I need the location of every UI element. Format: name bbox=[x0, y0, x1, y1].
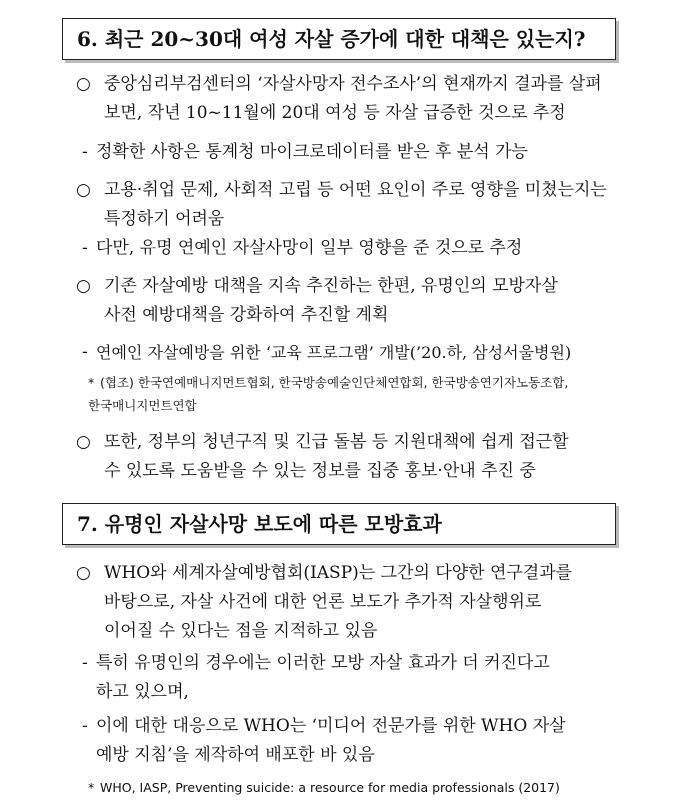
paragraph-line: 이에 대한 대응으로 WHO는 ‘미디어 전문가를 위한 WHO 자살 bbox=[96, 716, 566, 736]
bullet-marker: ○ bbox=[76, 563, 91, 583]
paragraph-line: 하고 있으며, bbox=[96, 682, 189, 702]
paragraph-line: 중앙심리부검센터의 ‘자살사망자 전수조사’의 현재까지 결과를 살펴 bbox=[104, 74, 602, 94]
dash-marker: - bbox=[82, 342, 88, 362]
dash-marker: - bbox=[82, 653, 88, 673]
paragraph-line: WHO와 세계자살예방협회(IASP)는 그간의 다양한 연구결과를 bbox=[104, 563, 573, 583]
note-line: (협조) 한국연예매니지먼트협회, 한국방송예술인단체연합회, 한국방송연기자노동조합, bbox=[100, 375, 569, 390]
bullet-marker: ○ bbox=[76, 74, 91, 94]
paragraph-line: 정확한 사항은 통계청 마이크로데이터를 받은 후 분석 가능 bbox=[96, 142, 528, 162]
paragraph-line: 다만, 유명 연예인 자살사망이 일부 영향을 준 것으로 추정 bbox=[96, 238, 523, 258]
paragraph-line: 기존 자살예방 대책을 지속 추진하는 한편, 유명인의 모방자살 bbox=[104, 276, 558, 296]
section-6-heading: 6. 최근 20~30대 여성 자살 증가에 대한 대책은 있는지? bbox=[62, 18, 616, 60]
paragraph-line: 연예인 자살예방을 위한 ‘교육 프로그램’ 개발(’20.하, 삼성서울병원) bbox=[96, 343, 572, 362]
dash-marker: - bbox=[82, 716, 88, 736]
paragraph-line: 예방 지침’을 제작하여 배포한 바 있음 bbox=[96, 745, 375, 765]
note-marker: * bbox=[88, 375, 95, 390]
note-line: WHO, IASP, Preventing suicide: a resource for media professionals (2017) bbox=[100, 780, 560, 795]
paragraph-line: 특정하기 어려움 bbox=[104, 209, 225, 229]
paragraph-line: 수 있도록 도움받을 수 있는 정보를 집중 홍보·안내 추진 중 bbox=[104, 461, 536, 481]
section-7-heading: 7. 유명인 자살사망 보도에 따른 모방효과 bbox=[62, 503, 616, 545]
note-line: 한국매니지먼트연합 bbox=[88, 398, 197, 413]
paragraph-line: 바탕으로, 자살 사건에 대한 언론 보도가 추가적 자살행위로 bbox=[104, 592, 542, 612]
bullet-marker: ○ bbox=[76, 432, 91, 452]
dash-marker: - bbox=[82, 142, 88, 162]
paragraph-line: 보면, 작년 10~11월에 20대 여성 등 자살 급증한 것으로 추정 bbox=[104, 103, 566, 123]
bullet-marker: ○ bbox=[76, 180, 91, 200]
paragraph-line: 이어질 수 있다는 점을 지적하고 있음 bbox=[104, 621, 378, 641]
paragraph-line: 또한, 정부의 청년구직 및 긴급 돌봄 등 지원대책에 쉽게 접근할 bbox=[104, 432, 569, 452]
paragraph-line: 고용·취업 문제, 사회적 고립 등 어떤 요인이 주로 영향을 미쳤는지는 bbox=[104, 180, 607, 200]
paragraph-line: 사전 예방대책을 강화하여 추진할 계획 bbox=[104, 305, 389, 325]
note-marker: * bbox=[88, 780, 95, 795]
dash-marker: - bbox=[82, 238, 88, 258]
paragraph-line: 특히 유명인의 경우에는 이러한 모방 자살 효과가 더 커진다고 bbox=[96, 653, 550, 673]
bullet-marker: ○ bbox=[76, 276, 91, 296]
